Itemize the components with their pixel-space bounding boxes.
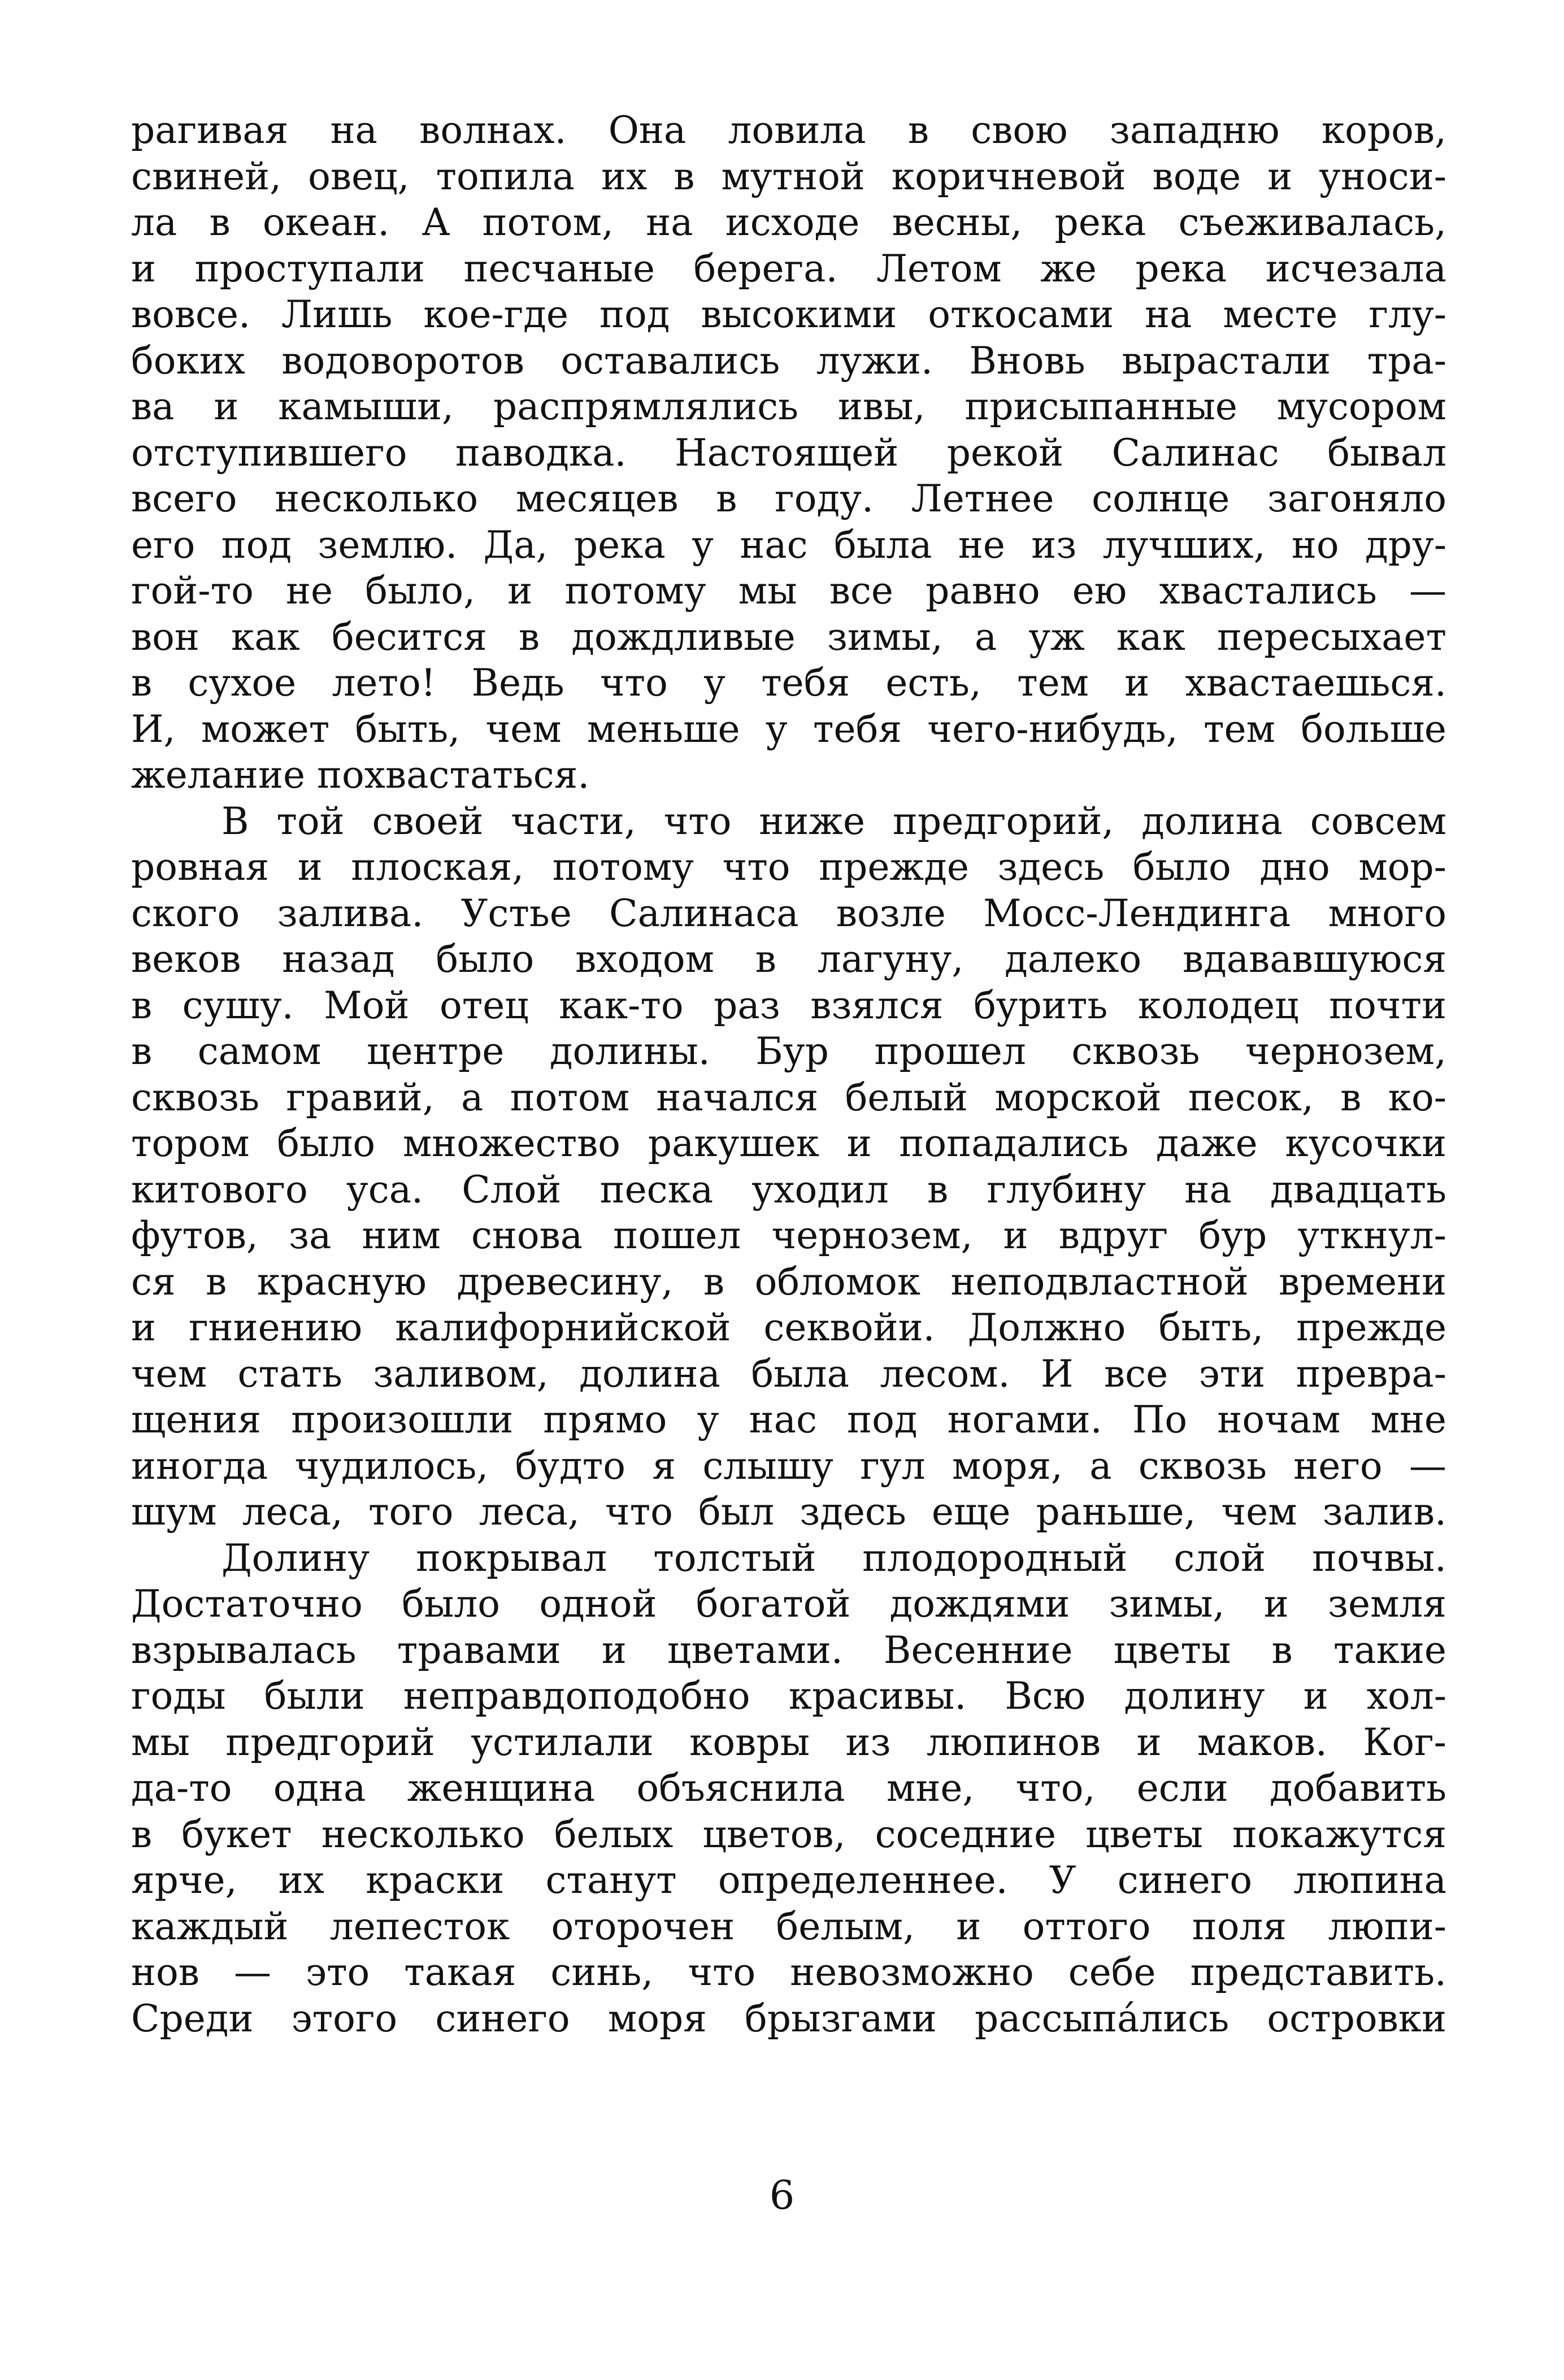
text-line: шум леса, того леса, что был здесь еще раньше, чем залив. <box>131 1490 1446 1534</box>
text-line: в сушу. Мой отец как-то раз взялся бурить колодец почти <box>131 983 1446 1027</box>
text-line: свиней, овец, топила их в мутной коричневой воде и уноси- <box>131 154 1446 198</box>
text-line: веков назад было входом в лагуну, далеко вдававшуюся <box>131 937 1446 981</box>
text-line: ровная и плоская, потому что прежде здесь было дно мор- <box>131 845 1446 889</box>
text-line: мы предгорий устилали ковры из люпинов и маков. Ког- <box>131 1720 1446 1764</box>
text-line: рагивая на волнах. Она ловила в свою западню коров, <box>131 108 1446 152</box>
text-line: гой-то не было, и потому мы все равно ею хвастались — <box>131 569 1446 613</box>
text-line: его под землю. Да, река у нас была не из лучших, но дру- <box>131 523 1446 567</box>
text-line: отступившего паводка. Настоящей рекой Салинас бывал <box>131 431 1446 475</box>
text-line: Среди этого синего моря брызгами рассыпáлись островки <box>131 1996 1446 2040</box>
text-line: взрывалась травами и цветами. Весенние цветы в такие <box>131 1628 1446 1672</box>
text-line: годы были неправдоподобно красивы. Всю долину и хол- <box>131 1674 1446 1718</box>
text-line: футов, за ним снова пошел чернозем, и вдруг бур уткнул- <box>131 1214 1446 1257</box>
text-line: да-то одна женщина объяснила мне, что, если добавить <box>131 1766 1446 1810</box>
text-line: китового уса. Слой песка уходил в глубину на двадцать <box>131 1167 1446 1211</box>
text-line: сквозь гравий, а потом начался белый морской песок, в ко- <box>131 1075 1446 1119</box>
text-block <box>131 107 1446 2042</box>
text-line: иногда чудилось, будто я слышу гул моря, а сквозь него — <box>131 1444 1446 1488</box>
text-line: щения произошли прямо у нас под ногами. По ночам мне <box>131 1398 1446 1441</box>
text-line: ла в океан. А потом, на исходе весны, река съеживалась, <box>131 201 1446 244</box>
text-line: Достаточно было одной богатой дождями зимы, и земля <box>131 1582 1446 1626</box>
text-line: всего несколько месяцев в году. Летнее солнце загоняло <box>131 477 1446 520</box>
text-line: в самом центре долины. Бур прошел сквозь чернозем, <box>131 1030 1446 1073</box>
text-line: нов — это такая синь, что невозможно себе представить. <box>131 1951 1446 1994</box>
text-line: и гниению калифорнийской секвойи. Должно быть, прежде <box>131 1306 1446 1349</box>
text-line: и проступали песчаные берега. Летом же река исчезала <box>131 246 1446 290</box>
text-line: ва и камыши, распрямлялись ивы, присыпанные мусором <box>131 385 1446 428</box>
text-line: каждый лепесток оторочен белым, и оттого поля люпи- <box>131 1904 1446 1948</box>
paragraph-first-line: Долину покрывал толстый плодородный слой почвы. <box>221 1536 1446 1580</box>
text-line: вовсе. Лишь кое-где под высокими откосами на месте глу- <box>131 293 1446 336</box>
text-line: ся в красную древесину, в обломок неподвластной времени <box>131 1260 1446 1304</box>
text-line: ского залива. Устье Салинаса возле Мосс-Лендинга много <box>131 891 1446 935</box>
text-line: чем стать заливом, долина была лесом. И все эти превра- <box>131 1352 1446 1396</box>
text-line: боких водоворотов оставались лужи. Вновь вырастали тра- <box>131 338 1446 383</box>
text-line: в сухое лето! Ведь что у тебя есть, тем и хвастаешься. <box>131 661 1446 705</box>
text-line: вон как бесится в дождливые зимы, а уж как пересыхает <box>131 615 1446 659</box>
text-line: тором было множество ракушек и попадались даже кусочки <box>131 1122 1446 1165</box>
paragraph-first-line: В той своей части, что ниже предгорий, долина совсем <box>221 799 1446 843</box>
text-line: И, может быть, чем меньше у тебя чего-нибудь, тем больше <box>131 707 1446 751</box>
text-line: желание похвастаться. <box>131 753 590 797</box>
page-number: 6 <box>769 2172 795 2218</box>
text-line: ярче, их краски станут определеннее. У синего люпина <box>131 1858 1446 1902</box>
text-line: в букет несколько белых цветов, соседние цветы покажутся <box>131 1812 1446 1856</box>
